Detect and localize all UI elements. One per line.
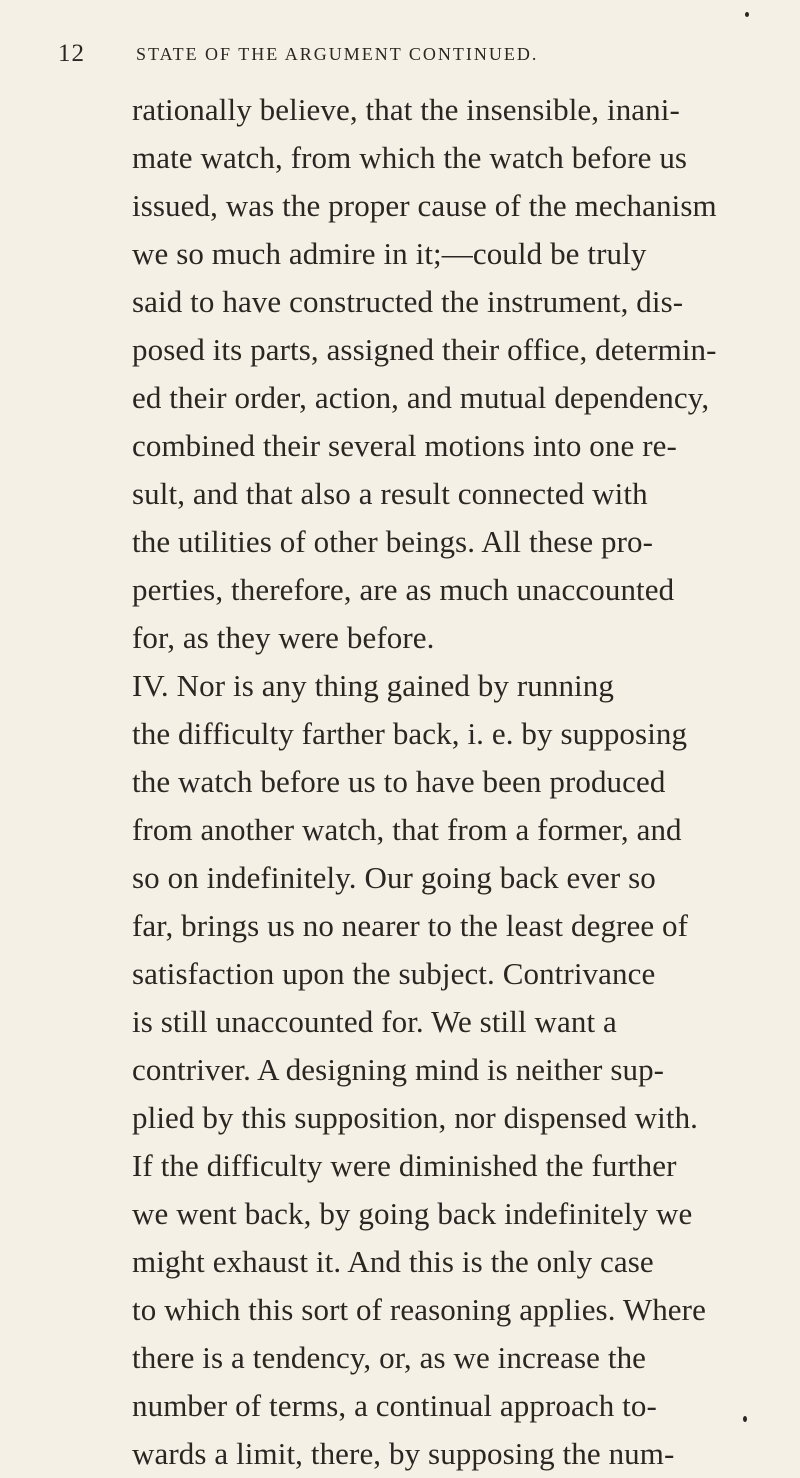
body-text bbox=[132, 86, 772, 1478]
text-line: satisfaction upon the subject. Contrivance bbox=[132, 956, 656, 991]
text-line: we so much admire in it;—could be truly bbox=[132, 236, 647, 271]
text-line: perties, therefore, are as much unaccounted bbox=[132, 572, 675, 607]
text-line: for, as they were before. bbox=[132, 620, 435, 655]
text-line: might exhaust it. And this is the only case bbox=[132, 1244, 654, 1279]
text-line: far, brings us no nearer to the least degree of bbox=[132, 908, 689, 943]
text-line: plied by this supposition, nor dispensed with. bbox=[132, 1100, 699, 1135]
text-line: number of terms, a continual approach to- bbox=[132, 1388, 657, 1423]
text-line: is still unaccounted for. We still want a bbox=[132, 1004, 617, 1039]
text-line: so on indefinitely. Our going back ever so bbox=[132, 860, 656, 895]
page-number: 12 bbox=[58, 40, 85, 67]
text-line: rationally believe, that the insensible, inani- bbox=[132, 92, 680, 127]
text-line: If the difficulty were diminished the further bbox=[132, 1148, 677, 1183]
text-line: combined their several motions into one re- bbox=[132, 428, 677, 463]
text-line: from another watch, that from a former, and bbox=[132, 812, 682, 847]
running-head bbox=[58, 40, 748, 70]
text-line: we went back, by going back indefinitely we bbox=[132, 1196, 693, 1231]
text-line: said to have constructed the instrument, dis- bbox=[132, 284, 684, 319]
text-line: there is a tendency, or, as we increase the bbox=[132, 1340, 647, 1375]
ink-speck bbox=[743, 1416, 747, 1422]
text-line: to which this sort of reasoning applies. Where bbox=[132, 1292, 706, 1327]
text-line: the difficulty farther back, i. e. by supposing bbox=[132, 716, 688, 751]
text-line: sult, and that also a result connected with bbox=[132, 476, 648, 511]
text-line: contriver. A designing mind is neither sup- bbox=[132, 1052, 665, 1087]
text-line: issued, was the proper cause of the mechanism bbox=[132, 188, 717, 223]
text-line: ed their order, action, and mutual dependency, bbox=[132, 380, 710, 415]
ink-speck bbox=[745, 12, 749, 17]
text-line: posed its parts, assigned their office, determin- bbox=[132, 332, 717, 367]
text-line: the watch before us to have been produced bbox=[132, 764, 666, 799]
text-line: mate watch, from which the watch before us bbox=[132, 140, 688, 175]
text-line: wards a limit, there, by supposing the num- bbox=[132, 1436, 675, 1471]
running-title: STATE OF THE ARGUMENT CONTINUED. bbox=[136, 44, 539, 64]
paragraph-start-line: IV. Nor is any thing gained by running bbox=[132, 668, 614, 703]
text-line: the utilities of other beings. All these pro- bbox=[132, 524, 654, 559]
